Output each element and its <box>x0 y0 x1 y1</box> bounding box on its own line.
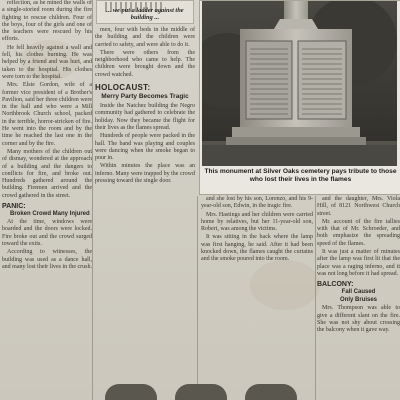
paragraph: and she lost by his son, Lorenzo, and his 9-year-old son, Edwin, in the tragic fire. <box>201 196 313 210</box>
column-2 <box>95 27 195 400</box>
small-photo-caption: ... we put a ladder against the building ... <box>106 7 184 21</box>
paragraph: There were others from the neighborhood who came to help. The children were brought down and the crowd watched. <box>95 49 195 78</box>
paragraph: It was just a matter of minutes after the lamp was first lit that the place was a raging inferno, and it was not long before it had spread. <box>317 249 400 277</box>
column-rule <box>197 196 198 400</box>
paragraph: Inside the Natchez building the Negro community had gathered to celebrate the holiday. Now they became the flight for their lives as the flames spread. <box>95 103 195 131</box>
section-heading-balcony: BALCONY: <box>317 281 354 289</box>
paragraph: and the daughter, Mrs. Viola Hill, of 8121 Northwest Church street. <box>317 196 400 217</box>
paragraph: He fell heavily against a wall and fell, his clothes burning. He was helped by a friend and was hurt, and taken to the hospital. His clothes were torn to the hospital. <box>2 44 92 80</box>
paragraph: Within minutes the place was an inferno. Many were trapped by the crowd pressing toward the single door. <box>95 163 195 185</box>
column-3 <box>201 196 313 400</box>
paragraph: Mrs. Hastings and her children were carried home by relatives, but her 11-year-old son, Robert, was among the victims. <box>201 211 313 233</box>
portrait-photo <box>175 384 227 400</box>
paragraph: It was sitting in the back where the lamp was first hanging, he said. After it had been knocked down, the flames caught the curtains and the smoke poured into the room. <box>201 234 313 263</box>
paragraph: men, four with beds in the middle of the building and the children were carried to safety, and were able to do it. <box>95 27 195 48</box>
column-rule <box>315 196 316 400</box>
photo-caption: This monument at Silver Oaks cemetery pays tribute to those who lost their lives in the flames <box>204 168 397 183</box>
section-subheading-panic: Broken Crowd Many Injured <box>10 211 90 218</box>
monument-photo-frame <box>199 0 400 195</box>
bottom-photo-strip <box>95 384 305 400</box>
section-subheading-holocaust: Merry Party Becomes Tragic <box>101 93 189 101</box>
column-4 <box>317 196 400 400</box>
paragraph: At the time, windows were boarded and the doors were locked. Fire broke out and the crowd surged toward the exits. <box>2 219 92 247</box>
paragraph: Hundreds of people were packed in the hall. The band was playing and couples were dancing when the smoke began to pour in. <box>95 133 195 162</box>
paragraph: Mrs. Elsie Gordon, wife of a former vice president of a Brother's Pavilion, said her three children were in the hall and who were a Mill Northbrook Church school, packed in the terrible, horror-stricken of fire. He went into the room and by the time he reached the last one in the corner and by the fire. <box>2 82 92 147</box>
paragraph: reflection, as he mined the walls of a single-storied room during the fire fighting to rescue children. Four of the boys, four of the girls and one of the teachers were rescued by his efforts. <box>2 0 92 43</box>
paragraph: Many mothers of the children out of dismay, wondered at the approach of a building and the dangers to conflicts for fire, and broke out. Hundreds gathered around the building. Firemen arrived and the crowd gathered in the street. <box>2 148 92 199</box>
paragraph: According to witnesses, the building was used as a dance hall, and many lost their lives in the crush. <box>2 249 92 270</box>
section-subheading-balcony-1: Fall Caused <box>341 289 376 296</box>
section-heading-holocaust: HOLOCAUST: <box>95 83 151 93</box>
portrait-photo <box>105 384 157 400</box>
monument-image <box>202 1 397 166</box>
section-subheading-balcony-2: Only Bruises <box>339 297 377 304</box>
paragraph: Mr. account of the fire tallies with that of Mr. Schroeder, and both emphasize the spreading speed of the flames. <box>317 218 400 247</box>
monument-photo <box>202 1 397 166</box>
paragraph: Mrs. Thompson was able to give a different slant on the fire. She was not shy about crossing the balcony when it gave way. <box>317 305 400 334</box>
small-photo <box>96 0 194 24</box>
column-rule <box>92 0 93 400</box>
column-1 <box>0 0 92 400</box>
portrait-photo <box>245 384 297 400</box>
section-heading-panic: PANIC: <box>2 203 26 211</box>
